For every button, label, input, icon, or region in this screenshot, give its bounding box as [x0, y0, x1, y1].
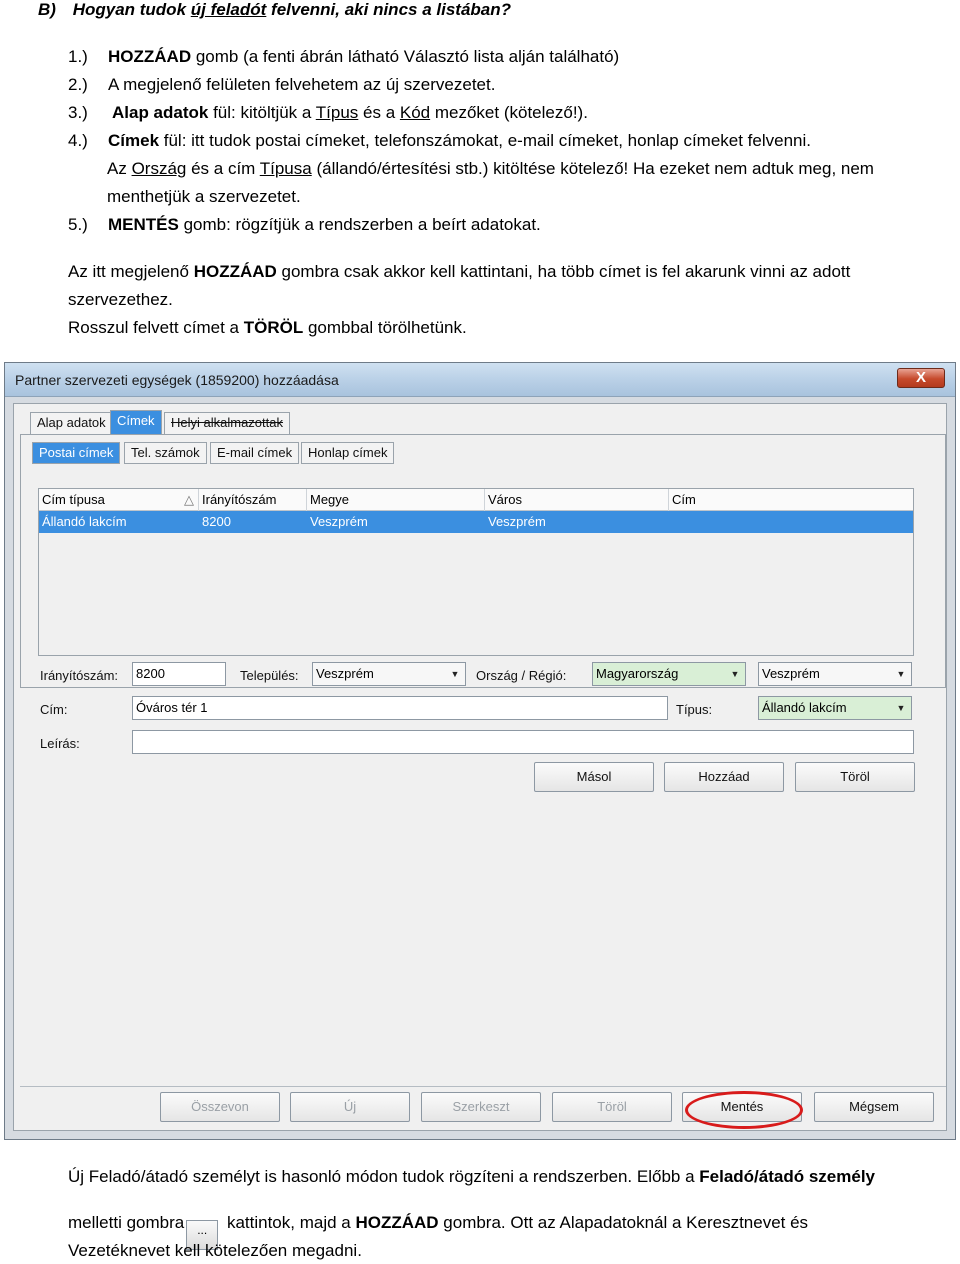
address-label: Cím: — [40, 702, 68, 717]
delete-button[interactable]: Töröl — [552, 1092, 672, 1122]
step-text: és a — [358, 103, 400, 122]
step-1 — [68, 47, 619, 67]
tab-helyi-alkalmazottak[interactable]: Helyi alkalmazottak — [164, 412, 290, 434]
chevron-down-icon[interactable]: ▼ — [730, 669, 740, 679]
save-highlight-ring — [685, 1091, 803, 1129]
footer-keyword: Feladó/átadó személy — [699, 1167, 875, 1186]
step-text: fül: kitöltjük a — [208, 103, 316, 122]
paragraph-2 — [68, 318, 467, 338]
column-header-iranyitoszam[interactable]: Irányítószám — [199, 489, 307, 511]
title-bar — [5, 363, 955, 397]
step-number: 2.) — [68, 75, 88, 94]
copy-button[interactable]: Másol — [534, 762, 654, 792]
town-select-value: Veszprém — [316, 666, 374, 681]
window-title: Partner szervezeti egységek (1859200) hozzáadása — [15, 372, 339, 388]
subtab-tel-szamok[interactable]: Tel. számok — [124, 442, 207, 464]
address-input[interactable]: Óváros tér 1 — [132, 696, 668, 720]
footer-text: gombra. Ott az Alapadatoknál a Keresztnevet és — [438, 1213, 809, 1232]
add-address-button[interactable]: Hozzáad — [664, 762, 784, 792]
footer-line-3: Vezetéknevet kell kötelezően megadni. — [68, 1241, 362, 1260]
column-header-varos[interactable]: Város — [485, 489, 669, 511]
zip-input[interactable]: 8200 — [132, 662, 226, 686]
description-input[interactable] — [132, 730, 914, 754]
step-4-line-3: menthetjük a szervezetet. — [107, 187, 301, 206]
step-underlined: Típusa — [259, 159, 312, 178]
footer-text: melletti gombra — [68, 1213, 185, 1232]
step-text: gomb (a fenti ábrán látható Választó lista alján található) — [191, 47, 620, 66]
step-underlined: Típus — [315, 103, 359, 122]
county-select[interactable] — [758, 662, 912, 686]
para-keyword: TÖRÖL — [243, 318, 304, 337]
subtab-email-cimek[interactable]: E-mail címek — [210, 442, 299, 464]
town-label: Település: — [240, 668, 299, 683]
heading — [38, 0, 511, 20]
subtab-postai-cimek[interactable]: Postai címek — [32, 442, 120, 464]
cell-megye: Veszprém — [310, 514, 368, 529]
step-4 — [68, 131, 811, 151]
description-label: Leírás: — [40, 736, 80, 751]
sort-ascending-icon: △ — [184, 492, 194, 507]
step-number: 5.) — [68, 215, 88, 234]
step-keyword: MENTÉS — [108, 215, 179, 234]
step-underlined: Kód — [399, 103, 431, 122]
tab-alap-adatok[interactable]: Alap adatok — [30, 412, 113, 434]
delete-address-button[interactable]: Töröl — [795, 762, 915, 792]
step-number: 1.) — [68, 47, 88, 66]
column-label: Cím típusa — [42, 492, 105, 507]
ellipsis-button: ... — [186, 1220, 218, 1250]
dialog-window — [4, 362, 956, 1140]
para-text: Rosszul felvett címet a — [68, 318, 244, 337]
para-keyword: HOZZÁAD — [193, 262, 277, 281]
step-number: 3.) — [68, 103, 88, 122]
step-keyword: HOZZÁAD — [108, 47, 192, 66]
chevron-down-icon[interactable]: ▼ — [450, 669, 460, 679]
cell-cim-tipusa: Állandó lakcím — [42, 514, 127, 529]
step-text: Az — [107, 159, 132, 178]
step-underlined: Ország — [131, 159, 187, 178]
heading-text-underlined: új feladót — [190, 0, 267, 19]
type-select[interactable] — [758, 696, 912, 720]
step-number: 4.) — [68, 131, 88, 150]
divider — [20, 1086, 946, 1087]
cell-cim — [669, 511, 913, 533]
step-4-line-2 — [107, 159, 874, 179]
town-select[interactable] — [312, 662, 466, 686]
close-button[interactable]: X — [897, 368, 945, 388]
step-text: és a cím — [186, 159, 260, 178]
para-text: gombra csak akkor kell kattintani, ha több címet is fel akarunk vinni az adott — [276, 262, 851, 281]
paragraph-1-line-2: szervezethez. — [68, 290, 173, 309]
heading-text-a: Hogyan tudok — [72, 0, 191, 19]
type-label: Típus: — [676, 702, 713, 717]
grid-header — [39, 489, 913, 511]
para-text: gombbal törölhetünk. — [303, 318, 467, 337]
footer-text: Új Feladó/átadó személyt is hasonló módon tudok rögzíteni a rendszerben. Előbb a — [68, 1167, 700, 1186]
window-client — [13, 403, 947, 1131]
new-button[interactable]: Új — [290, 1092, 410, 1122]
step-text: fül: itt tudok postai címeket, telefonszámokat, e-mail címeket, honlap címeket felvenni. — [159, 131, 811, 150]
save-button[interactable]: Mentés — [682, 1092, 802, 1122]
zip-label: Irányítószám: — [40, 668, 119, 683]
chevron-down-icon[interactable]: ▼ — [896, 669, 906, 679]
step-text: A megjelenő felületen felvehetem az új szervezetet. — [108, 75, 496, 94]
para-text: Az itt megjelenő — [68, 262, 194, 281]
paragraph-1 — [68, 262, 850, 282]
step-3 — [68, 103, 588, 123]
step-text: gomb: rögzítjük a rendszerben a beírt adatokat. — [178, 215, 541, 234]
heading-prefix: B) — [38, 0, 56, 19]
chevron-down-icon[interactable]: ▼ — [896, 703, 906, 713]
heading-text-b: felvenni, aki nincs a listában? — [266, 0, 512, 19]
column-header-cim[interactable]: Cím — [672, 492, 696, 507]
footer-keyword: HOZZÁAD — [355, 1213, 439, 1232]
column-header-megye[interactable]: Megye — [307, 489, 485, 511]
step-keyword: Címek — [108, 131, 160, 150]
cell-varos: Veszprém — [488, 514, 546, 529]
tab-cimek[interactable]: Címek — [110, 410, 162, 434]
step-2 — [68, 75, 495, 95]
country-label: Ország / Régió: — [476, 668, 567, 683]
county-select-value: Veszprém — [762, 666, 820, 681]
footer-text: kattintok, majd a — [222, 1213, 356, 1232]
column-header-cim-tipusa[interactable] — [39, 489, 199, 511]
address-grid[interactable] — [38, 488, 914, 656]
country-select-value: Magyarország — [596, 666, 679, 681]
cancel-button[interactable]: Mégsem — [814, 1092, 934, 1122]
subtab-honlap-cimek[interactable]: Honlap címek — [301, 442, 394, 464]
step-text: (állandó/értesítési stb.) kitöltése kötelező! Ha ezeket nem adtuk meg, nem — [311, 159, 874, 178]
step-text: mezőket (kötelező!). — [430, 103, 588, 122]
type-select-value: Állandó lakcím — [762, 700, 847, 715]
step-keyword: Alap adatok — [112, 103, 209, 122]
cell-iranyitoszam: 8200 — [202, 514, 231, 529]
table-row[interactable] — [39, 511, 913, 533]
footer-line-1 — [68, 1167, 875, 1187]
step-5 — [68, 215, 541, 235]
country-select[interactable] — [592, 662, 746, 686]
merge-button[interactable]: Összevon — [160, 1092, 280, 1122]
edit-button[interactable]: Szerkeszt — [421, 1092, 541, 1122]
